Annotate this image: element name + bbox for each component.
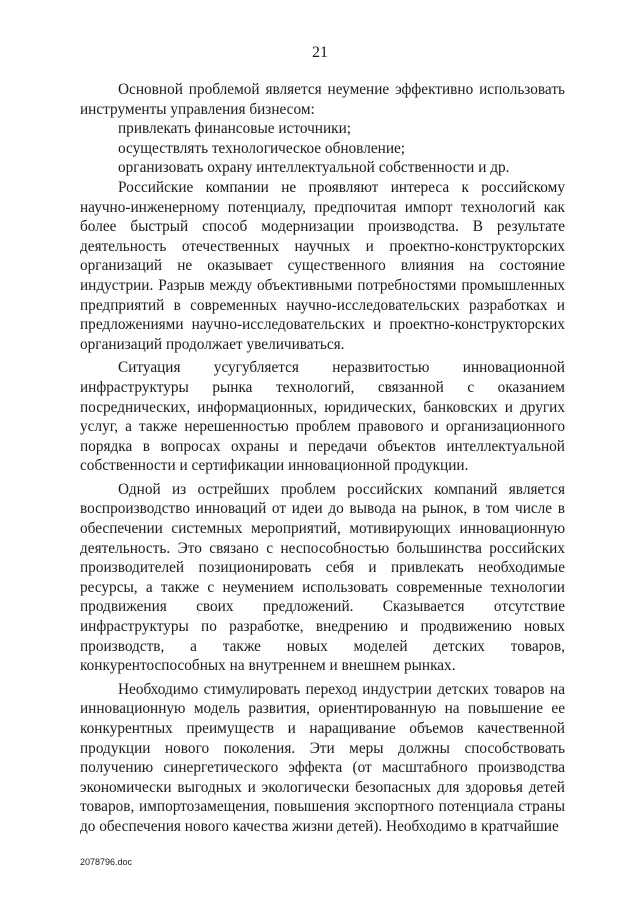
list-item-tech-update: осуществлять технологическое обновление; (118, 139, 406, 157)
page-number: 21 (312, 44, 328, 61)
file-name-footer: 2078796.doc (80, 857, 133, 867)
list-item-finance: привлекать финансовые источники; (118, 120, 352, 138)
paragraph-main-problem: Основной проблемой является неумение эффективно использовать инструменты управления бизнесом: (80, 81, 565, 118)
list-item-ip-protection: организовать охрану интеллектуальной собственности и др. (118, 159, 510, 177)
paragraph-russian-companies: Российские компании не проявляют интереса к российскому научно-инженерному потенциалу, предпочитая импорт технологий как более быстрый способ модернизации производства. В результате деятельность отечественных научных и проектно-конструкторских организаций не оказывает существенного влияния на состояние индустрии. Разрыв между объективными потребностями промышленных предприятий в современных научно-исследовательских разработках и предложениями научно-исследовательских и проектно-конструкторских организаций продолжает увеличиваться. (80, 178, 565, 353)
paragraph-situation: Ситуация усугубляется неразвитостью инновационной инфраструктуры рынка технологий, связанной с оказанием посреднических, информационных, юридических, банковских и других услуг, а также нерешенностью проблем правового и организационного порядка в вопросах охраны и передачи объектов интеллектуальной собственности и сертификации инновационной продукции. (80, 359, 565, 475)
paragraph-innovation-problem: Одной из острейших проблем российских компаний является воспроизводство инноваций от идеи до вывода на рынок, в том числе в обеспечении системных мероприятий, мотивирующих инновационную деятельность. Это связано с неспособностью большинства российских производителей позиционировать себя и привлекать необходимые ресурсы, а также с неумением использовать современные технологии продвижения своих предложений. Сказывается отсутствие инфраструктуры по разработке, внедрению и продвижению новых производств, а также новых моделей детских товаров, конкурентоспособных на внутреннем и внешнем рынках. (80, 480, 565, 675)
paragraph-stimulate-transition: Необходимо стимулировать переход индустрии детских товаров на инновационную модель развития, ориентированную на повышение ее конкурентных преимуществ и наращивание объемов качественной продукции нового поколения. Эти меры должны способствовать получению синергетического эффекта (от масштабного производства экономически выгодных и экологически безопасных для здоровья детей товаров, импортозамещения, повышения экспортного потенциала страны до обеспечения нового качества жизни детей). Необходимо в кратчайшие (80, 680, 565, 835)
document-body (80, 80, 565, 837)
